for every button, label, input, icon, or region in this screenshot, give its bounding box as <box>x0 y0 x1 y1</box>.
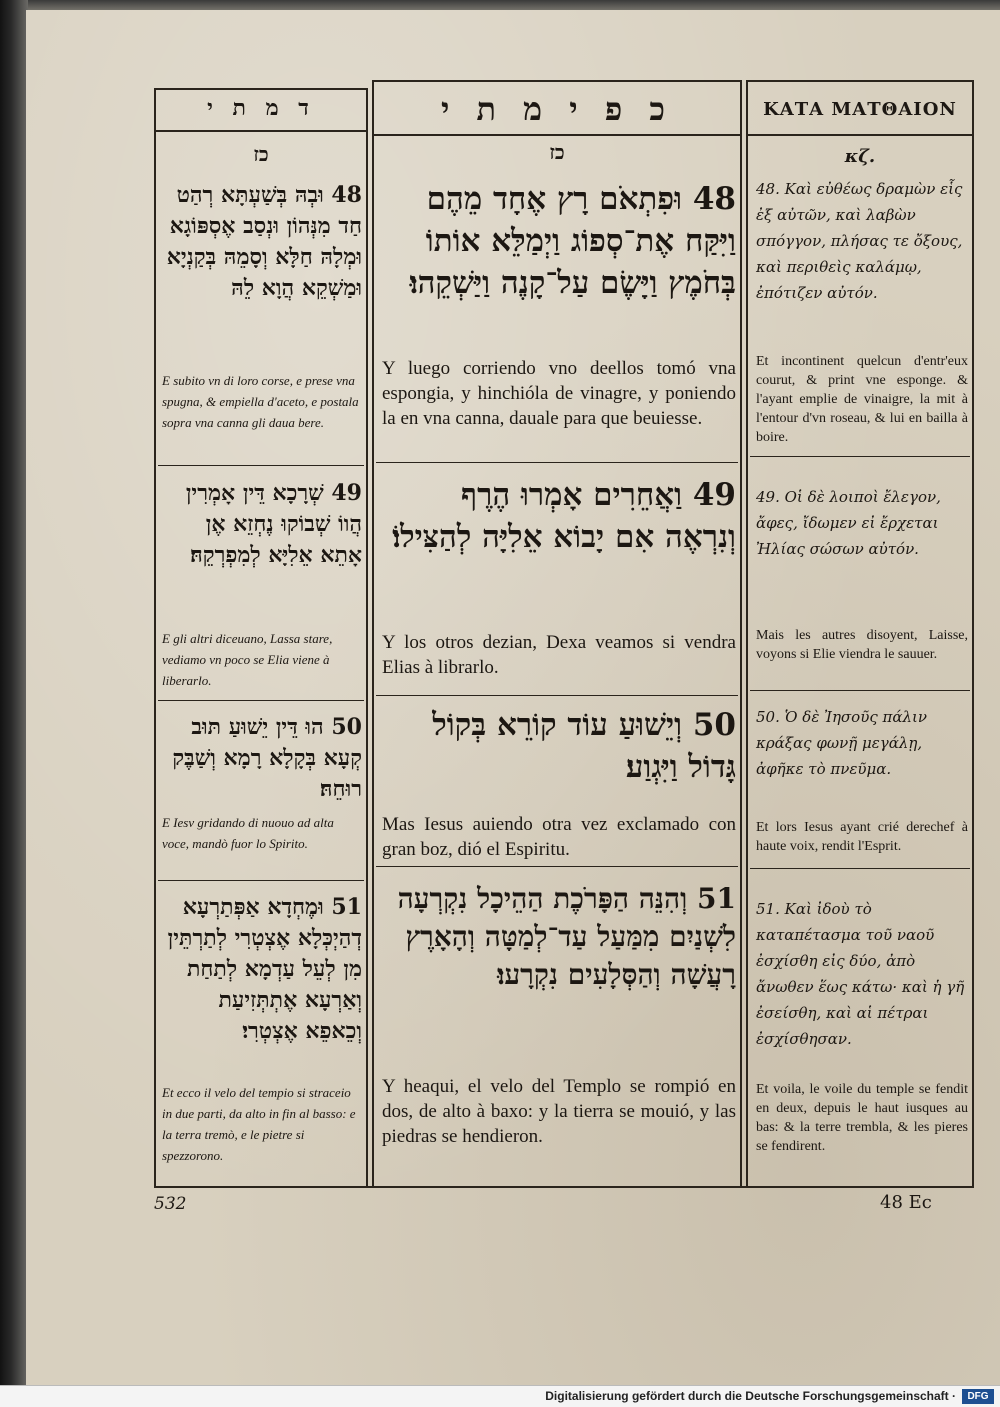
column-divider-4 <box>740 80 742 1188</box>
left-section-mark: כז <box>253 142 269 166</box>
right-verse-divider <box>750 690 970 691</box>
italian-verse-50: E Iesv gridando di nuouo ad alta voce, mandò fuor lo Spirito. <box>162 815 334 851</box>
italian-verse-49: E gli altri diceuano, Lassa stare, vediamo vn poco se Elia viene à liberarlo. <box>162 631 333 688</box>
left-column-title: ד מ ת י <box>207 95 315 121</box>
italian-verse-51: Et ecco il velo del tempio si straceio in due parti, da alto in fin al basso: e la terra tremò, e le pietre si spezzorono. <box>162 1085 356 1163</box>
french-verse-50: Et lors Iesus ayant crié derechef à haute voix, rendit l'Esprit. <box>756 820 968 854</box>
right-verse-divider <box>750 868 970 869</box>
hebrew-verse-50: 50 וְיֵשׁוּעַ עוֹד קוֹרֵא בְּקוֹל גָּדוֹל וַיִּגְוַע׃ <box>432 707 736 785</box>
left-verse-divider <box>158 700 364 701</box>
right-column-title: ΚΑΤΑ ΜΑΤΘΑΙΟΝ <box>763 98 957 120</box>
page-number-left: 532 <box>154 1194 187 1214</box>
frame-top-center <box>372 80 740 82</box>
right-section-mark: κζ. <box>844 146 876 167</box>
spanish-verse-51: Y heaqui, el velo del Templo se rompió en dos, de alto à baxo: y la tierra se mouió, y las piedras se hendieron. <box>382 1076 736 1147</box>
greek-verse-49: 49. Οἱ δὲ λοιποὶ ἔλεγον, ἄφες, ἴδωμεν εἰ ἔρχεται Ἠλίας σώσων αὐτόν. <box>756 488 941 558</box>
french-verse-48: Et incontinent quelcun d'entr'eux courut, & print vne esponge. & l'ayant emplie de vinaigre, la mit à l'entour d'vn roseau, & lui en bailla à boire. <box>756 354 968 445</box>
column-divider-2 <box>366 88 368 1188</box>
right-verse-divider <box>750 456 970 457</box>
hebrew-verse-51: 51 וְהִנֵּה הַפָּרֹכֶת הַהֵיכָל נִקְרְעָה לִשְׁנַיִם מִמַּעַל עַד־לְמַטָּה וְהָאָרֶץ רָעֲשָׁה וְהַסְּלָעִים נִקְרָעוּ׃ <box>397 882 736 991</box>
spanish-verse-50: Mas Iesus auiendo otra vez exclamado con gran boz, dió el Espiritu. <box>382 814 736 860</box>
aramaic-verse-48: 48 וּבְהּ בְּשַׁעְתָּא רְהַט חַד מִנְּהוֹן וּנְסַב אֶסְפּוֹגָא וּמְלָהּ חַלָּא וְסָמֵהּ בְּקַנְיָא וּמַשְׁקֵא הֲוָא לֵהּ <box>166 182 362 301</box>
header-rule-right <box>746 134 974 136</box>
left-verse-divider <box>158 465 364 466</box>
french-verse-51: Et voila, le voile du temple se fendit en deux, depuis le haut iusques au bas: & la terre trembla, & les pieres se fendirent. <box>756 1082 968 1154</box>
french-verse-49: Mais les autres disoyent, Laisse, voyons si Elie viendra le sauuer. <box>756 628 968 662</box>
center-section-mark: כז <box>549 140 565 164</box>
footer-credit-text: Digitalisierung gefördert durch die Deutsche Forschungsgemeinschaft · <box>545 1389 956 1403</box>
column-divider-5 <box>746 80 748 1188</box>
center-column-title: כ פ י מ ת י <box>440 90 673 128</box>
header-rule-left <box>154 130 366 132</box>
frame-bottom <box>154 1186 974 1188</box>
column-divider-1 <box>154 88 156 1188</box>
hebrew-verse-48: 48 וּפִתְאֹם רָץ אֶחָד מֵהֶם וַיִּקַּח אֶת־סְפוֹג וַיְמַלֵּא אוֹתוֹ בְּחֹמֶץ וַיָּשֶׂם עַל־קָנֶה וַיַּשְׁקֵהוּ׃ <box>409 181 736 301</box>
aramaic-verse-50: 50 הוּ דֵּין יֵשׁוּעַ תּוּב קְעָא בְּקָלָא רָמָא וְשַׁבֶּק רוּחֵהּ׃ <box>172 714 362 802</box>
hebrew-verse-49: 49 וַאֲחֵרִים אָמְרוּ הֶרֶף וְנִרְאֶה אִם יָבוֹא אֵלִיָּה לְהַצִּילוֹ׃ <box>392 477 736 555</box>
italian-verse-48: E subito vn di loro corse, e prese vna spugna, & empiella d'aceto, e postala sopra vna canna gli daua bere. <box>162 373 359 430</box>
center-verse-divider <box>376 866 738 867</box>
spanish-verse-49: Y los otros dezian, Dexa veamos si vendra Elias à librarlo. <box>382 632 736 678</box>
greek-verse-48: 48. Καὶ εὐθέως δραμὼν εἷς ἐξ αὐτῶν, καὶ λαβὼν σπόγγον, πλήσας τε ὄξους, καὶ περιθεὶς καλάμῳ, ἐπότιζεν αὐτόν. <box>756 180 963 302</box>
center-verse-divider <box>376 462 738 463</box>
frame-top-right <box>746 80 974 82</box>
greek-verse-50: 50. Ὁ δὲ Ἰησοῦς πάλιν κράξας φωνῇ μεγάλῃ, ἀφῆκε τὸ πνεῦμα. <box>756 708 927 778</box>
frame-right <box>972 80 974 1188</box>
left-verse-divider <box>158 880 364 881</box>
digitization-footer <box>0 1385 1000 1407</box>
greek-verse-51: 51. Καὶ ἰδοὺ τὸ καταπέτασμα τοῦ ναοῦ ἐσχίσθη εἰς δύο, ἀπὸ ἄνωθεν ἕως κάτω· καὶ ἡ γῆ ἐσείσθη, καὶ αἱ πέτραι ἐσχίσθησαν. <box>756 900 965 1048</box>
header-rule-center <box>372 134 740 136</box>
center-verse-divider <box>376 695 738 696</box>
aramaic-verse-51: 51 וּמֶחְדָא אַפְּתַרְעָא דְהַיְכְּלָא אֶצְטְרִי לְתַרְתֵּין מִן לְעֵל עַדְמָא לְתַחַת וְאַרְעָא אֶתְתְּזִיעַת וְכֵאפֵא אֶצְטְרִי׃ <box>167 894 362 1044</box>
column-divider-3 <box>372 80 374 1188</box>
spanish-verse-48: Y luego corriendo vno deellos tomó vna espongia, y hinchióla de vinagre, y poniendo la en vna canna, dauale para que beuiesse. <box>382 358 736 429</box>
scan-left-edge <box>0 0 28 1385</box>
dfg-logo: DFG <box>962 1389 994 1404</box>
page-number-right: 48 Ec <box>880 1192 932 1213</box>
aramaic-verse-49: 49 שְׁרָכָא דֵּין אָמְרִין הֲווֹ שְׁבוֹקוּ נֶחְזֵא אֶן אָתֵא אֵלִיָּא לְמִפְרְקֵהּ׃ <box>185 480 362 568</box>
